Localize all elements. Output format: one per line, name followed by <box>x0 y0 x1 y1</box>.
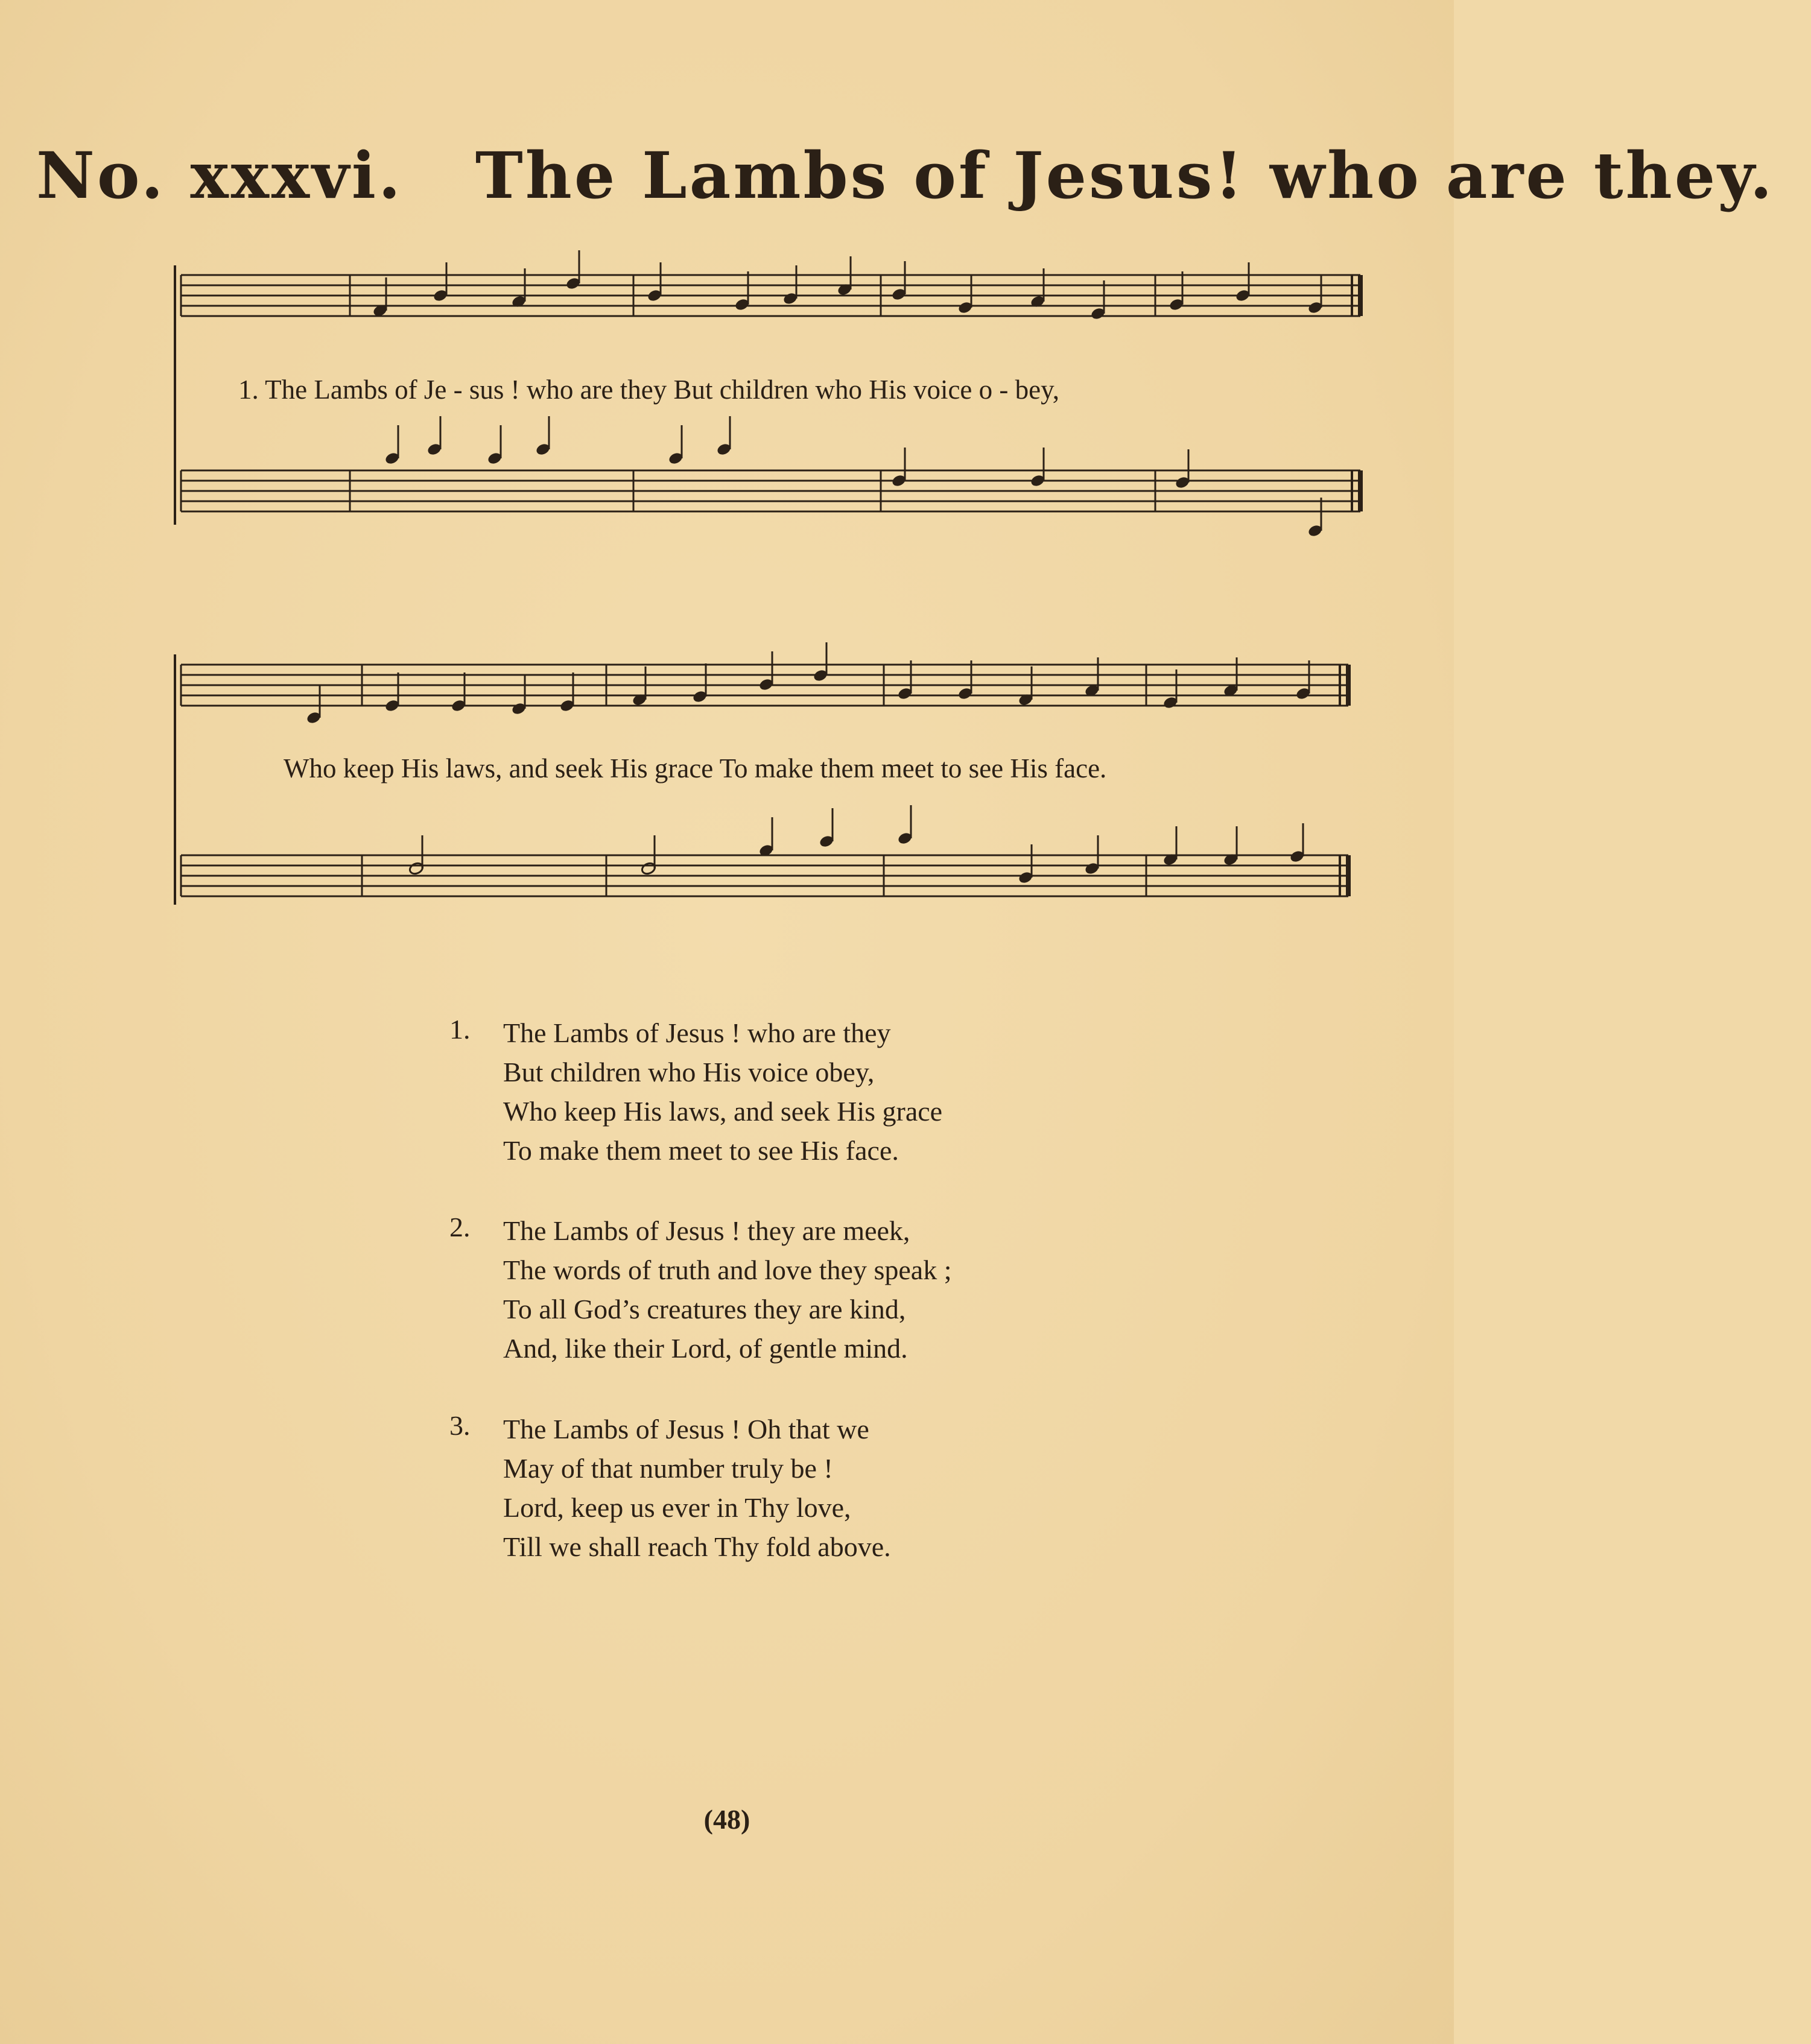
stanza-number: 1. <box>449 1014 471 1045</box>
verse-line: The Lambs of Jesus ! who are they <box>503 1017 891 1048</box>
verse-line: To make them meet to see His face. <box>503 1135 899 1166</box>
music-score <box>0 0 1454 965</box>
system-2-lyrics: Who keep His laws, and seek His grace To make them meet to see His face. <box>284 753 1107 783</box>
verse-line: Lord, keep us ever in Thy love, <box>503 1492 851 1523</box>
hymn-title-text: The Lambs of Jesus! who are they. <box>475 138 1775 213</box>
verse-line: To all God’s creatures they are kind, <box>503 1294 906 1324</box>
system-1-lyrics: 1. The Lambs of Je - sus ! who are they But children who His voice o - bey, <box>238 375 1059 405</box>
verse-line: The Lambs of Jesus ! they are meek, <box>503 1215 910 1246</box>
verse-line: But children who His voice obey, <box>503 1057 875 1087</box>
verse-line: The Lambs of Jesus ! Oh that we <box>503 1414 869 1444</box>
stanza-number: 3. <box>449 1410 471 1441</box>
page-number: (48) <box>703 1804 750 1835</box>
stanza-number: 2. <box>449 1212 471 1242</box>
verse-line: May of that number truly be ! <box>503 1453 833 1484</box>
verse-line: Who keep His laws, and seek His grace <box>503 1096 943 1127</box>
hymn-number: No. xxxvi. <box>36 138 403 213</box>
verse-line: Till we shall reach Thy fold above. <box>503 1531 891 1562</box>
verse-line: The words of truth and love they speak ; <box>503 1255 952 1285</box>
verse-line: And, like their Lord, of gentle mind. <box>503 1333 908 1364</box>
